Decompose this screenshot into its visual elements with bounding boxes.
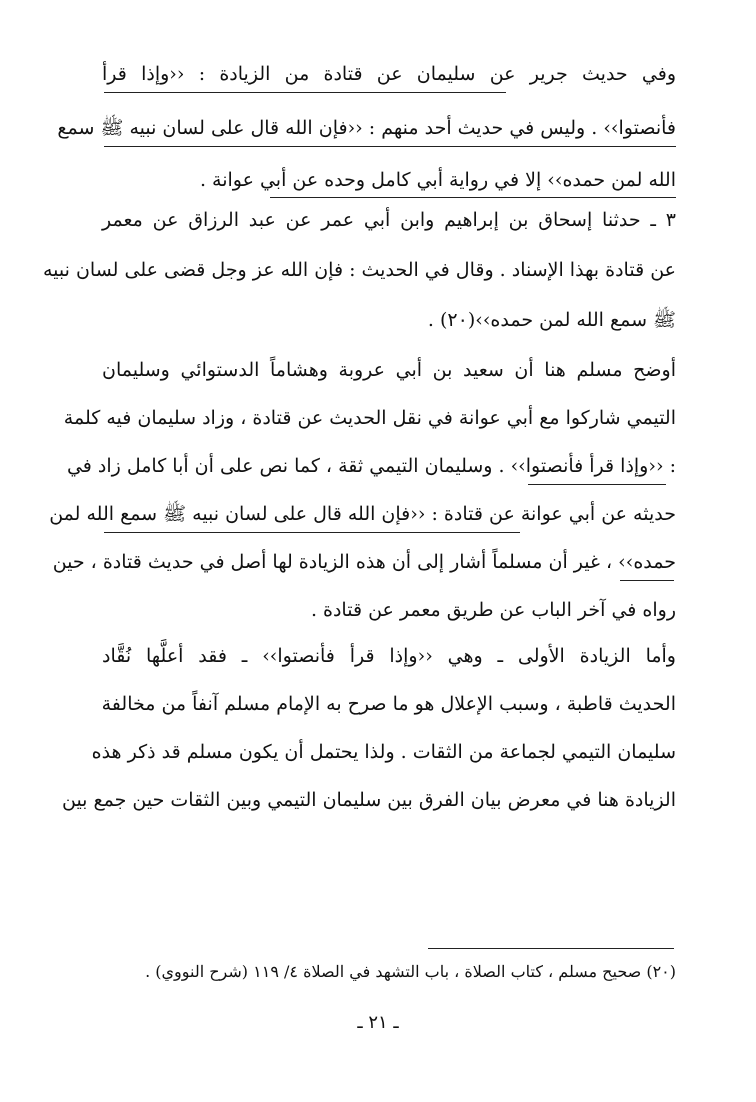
text-line: الحديث قاطبة ، وسبب الإعلال هو ما صرح به الإمام مسلم آنفاً من مخالفة [101,693,676,715]
underline [528,484,666,485]
text-line: سليمان التيمي لجماعة من الثقات . ولذا يحتمل أن يكون مسلم قد ذكر هذه [91,741,676,763]
text-line: ﷺ سمع الله لمن حمده››(٢٠) . [427,309,676,331]
text-line: حمده›› ، غير أن مسلماً أشار إلى أن هذه الزيادة لها أصل في حديث قتادة ، حين [52,551,676,573]
footnote: (٢٠) صحيح مسلم ، كتاب الصلاة ، باب التشهد في الصلاة ٤/ ١١٩ (شرح النووي) . [145,962,676,981]
text-line: التيمي شاركوا مع أبي عوانة في نقل الحديث عن قتادة ، وزاد سليمان فيه كلمة [63,407,676,429]
text-line: الزيادة هنا في معرض بيان الفرق بين سليمان التيمي وبين الثقات حين جمع بين [61,789,676,811]
text-line: عن قتادة بهذا الإسناد . وقال في الحديث : فإن الله عز وجل قضى على لسان نبيه [42,259,676,281]
text-line: : ‹‹وإذا قرأ فأنصتوا›› . وسليمان التيمي ثقة ، كما نص على أن أبا كامل زاد في [66,455,676,477]
text-line: وفي حديث جرير عن سليمان عن قتادة من الزيادة : ‹‹وإذا قرأ [102,63,676,85]
text-line: ٣ ـ حدثنا إسحاق بن إبراهيم وابن أبي عمر عن عبد الرزاق عن معمر [102,209,676,231]
underline [104,532,520,533]
underline [270,197,676,198]
text-line: الله لمن حمده›› إلا في رواية أبي كامل وحده عن أبي عوانة . [199,169,676,191]
page-number: ـ ٢١ ـ [357,1012,399,1033]
underline [104,146,676,147]
underline [620,580,674,581]
text-line: حديثه عن أبي عوانة عن قتادة : ‹‹فإن الله قال على لسان نبيه ﷺ سمع الله لمن [49,503,676,525]
text-line: رواه في آخر الباب عن طريق معمر عن قتادة . [310,599,676,621]
text-line: أوضح مسلم هنا أن سعيد بن أبي عروبة وهشاماً الدستوائي وسليمان [102,359,676,381]
text-line: وأما الزيادة الأولى ـ وهي ‹‹وإذا قرأ فأنصتوا›› ـ فقد أعلَّها نُقَّاد [102,645,676,667]
underline [104,92,506,93]
footnote-separator [428,948,674,949]
text-line: فأنصتوا›› . وليس في حديث أحد منهم : ‹‹فإن الله قال على لسان نبيه ﷺ سمع [57,117,676,139]
